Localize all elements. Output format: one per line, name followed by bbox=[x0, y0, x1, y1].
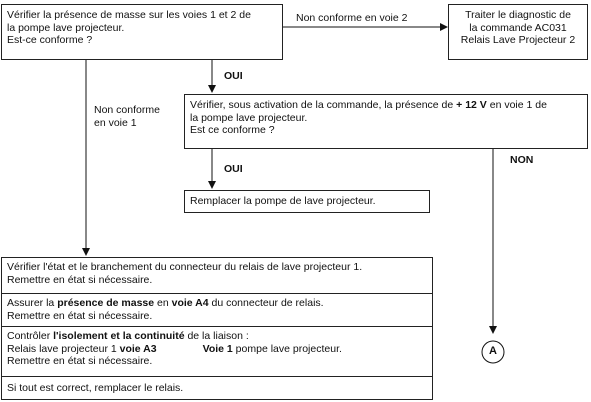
label-non-conforme-voie-1 bbox=[94, 104, 160, 129]
box-relay-checks bbox=[1, 257, 433, 400]
box4-text: Remplacer la pompe de lave projecteur. bbox=[190, 195, 376, 207]
box1-line3: Est-ce conforme ? bbox=[7, 34, 93, 46]
box5-row2-line1: Assurer la présence de masse en voie A4 du connecteur de relais. bbox=[7, 297, 324, 309]
box5-row2-line2: Remettre en état si nécessaire. bbox=[7, 309, 153, 322]
label-non: NON bbox=[510, 154, 534, 166]
box5-row3 bbox=[2, 326, 432, 376]
box3-line2: la pompe lave projecteur. bbox=[190, 111, 308, 124]
box5-row3-line2: Relais lave projecteur 1 voie A3 Voie 1 pompe lave projecteur. bbox=[7, 342, 342, 355]
label-oui-2: OUI bbox=[224, 163, 243, 175]
label-nc-voie1-line1: Non conforme bbox=[94, 104, 160, 116]
label-nc-voie1-line2: en voie 1 bbox=[94, 116, 137, 129]
box-treat-diagnostic bbox=[448, 4, 588, 60]
label-non-conforme-voie-2: Non conforme en voie 2 bbox=[296, 12, 408, 24]
label-oui-1: OUI bbox=[224, 70, 243, 82]
box5-row3-line3: Remettre en état si nécessaire. bbox=[7, 355, 153, 367]
box5-row4 bbox=[2, 376, 432, 400]
box5-row1 bbox=[2, 258, 432, 293]
box2-line3: Relais Lave Projecteur 2 bbox=[460, 34, 576, 46]
box5-row4-text: Si tout est correct, remplacer le relais. bbox=[7, 382, 184, 394]
box5-row1-line2: Remettre en état si nécessaire. bbox=[7, 273, 153, 286]
box5-row2 bbox=[2, 293, 432, 326]
box1-line1: Vérifier la présence de masse sur les voies 1 et 2 de bbox=[7, 9, 251, 21]
box5-row3-line1: Contrôler l'isolement et la continuité de la liaison : bbox=[7, 330, 249, 342]
box5-row1-line1: Vérifier l'état et le branchement du connecteur du relais de lave projecteur 1. bbox=[7, 261, 363, 273]
box-replace-pump bbox=[184, 190, 430, 213]
box1-line2: la pompe lave projecteur. bbox=[7, 21, 125, 34]
box3-line3: Est ce conforme ? bbox=[190, 124, 275, 136]
box3-line1: Vérifier, sous activation de la commande, la présence de + 12 V en voie 1 de bbox=[190, 99, 547, 111]
box-check-ground bbox=[1, 4, 283, 60]
box2-line1: Traiter le diagnostic de bbox=[465, 9, 571, 21]
box2-line2: la commande AC031 bbox=[469, 21, 567, 34]
box-check-12v bbox=[184, 94, 588, 149]
connector-a-label: A bbox=[489, 345, 497, 357]
